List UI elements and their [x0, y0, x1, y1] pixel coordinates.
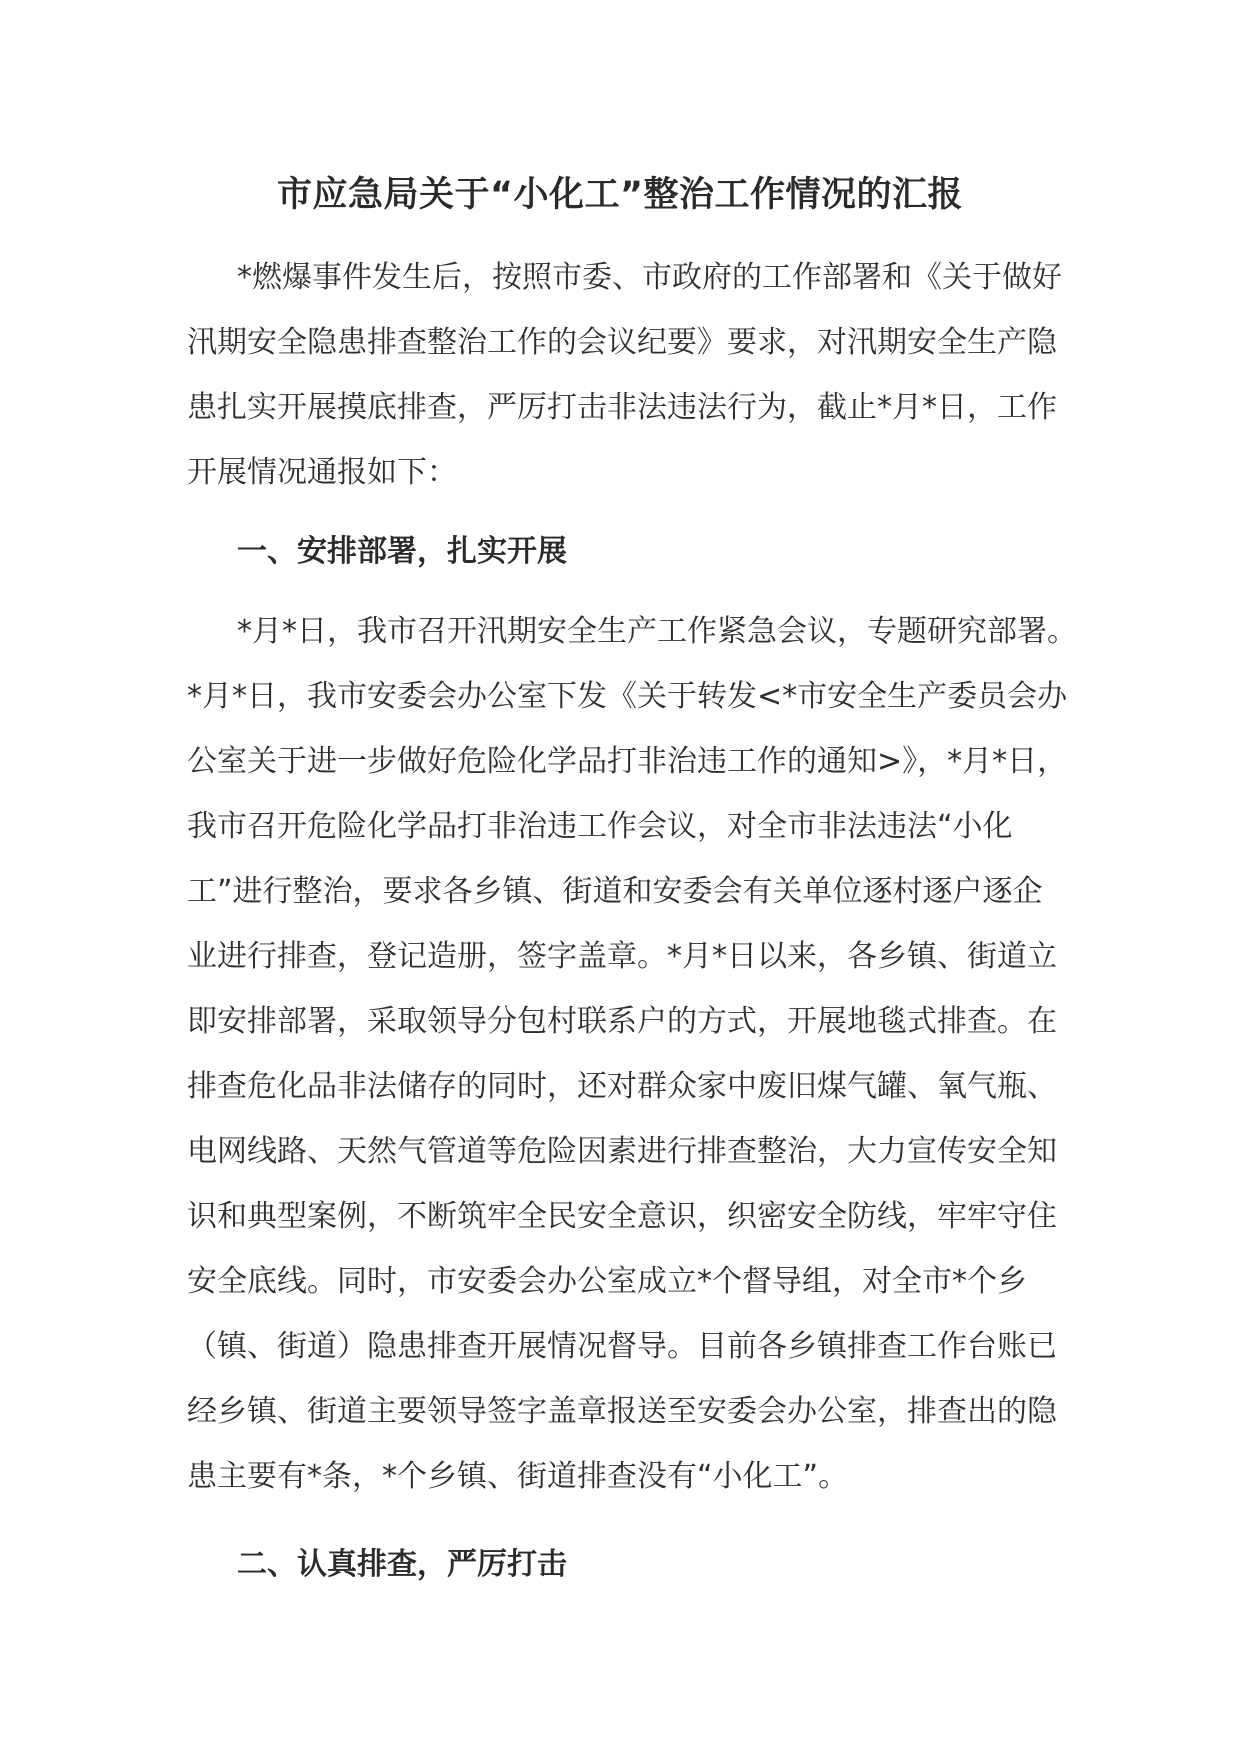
- paragraph-line: 我市召开危险化学品打非治违工作会议，对全市非法违法“小化: [187, 809, 1013, 844]
- paragraph-line: 安全底线。同时，市安委会办公室成立*个督导组，对全市*个乡: [187, 1264, 1027, 1299]
- section-heading-1: 一、安排部署，扎实开展: [237, 534, 567, 569]
- paragraph-line: 公室关于进一步做好危险化学品打非治违工作的通知>》，*月*日，: [187, 744, 1068, 779]
- paragraph-line: 患主要有*条，*个乡镇、街道排查没有“小化工”。: [187, 1459, 849, 1494]
- paragraph-line: 患扎实开展摸底排查，严厉打击非法违法行为，截止*月*日，工作: [187, 390, 1057, 425]
- paragraph-line: 电网线路、天然气管道等危险因素进行排查整治，大力宣传安全知: [187, 1134, 1057, 1169]
- paragraph-line: *月*日，我市安委会办公室下发《关于转发<*市安全生产委员会办: [187, 679, 1068, 714]
- section-heading-2: 二、认真排查，严厉打击: [237, 1547, 567, 1582]
- paragraph-line: 排查危化品非法储存的同时，还对群众家中废旧煤气罐、氧气瓶、: [187, 1069, 1057, 1104]
- paragraph-line: *燃爆事件发生后，按照市委、市政府的工作部署和《关于做好: [237, 260, 1062, 295]
- document-title: 市应急局关于“小化工”整治工作情况的汇报: [276, 175, 963, 215]
- paragraph-line: 开展情况通报如下：: [187, 455, 457, 490]
- paragraph-line: 识和典型案例，不断筑牢全民安全意识，织密安全防线，牢牢守住: [187, 1199, 1057, 1234]
- paragraph-line: 汛期安全隐患排查整治工作的会议纪要》要求，对汛期安全生产隐: [187, 325, 1057, 360]
- paragraph-line: 工”进行整治，要求各乡镇、街道和安委会有关单位逐村逐户逐企: [187, 874, 1043, 909]
- intro-paragraph: [187, 245, 1062, 505]
- section1-paragraph: [187, 599, 1077, 1509]
- paragraph-line: （镇、街道）隐患排查开展情况督导。目前各乡镇排查工作台账已: [187, 1329, 1057, 1364]
- paragraph-line: 经乡镇、街道主要领导签字盖章报送至安委会办公室，排查出的隐: [187, 1394, 1057, 1429]
- paragraph-line: 即安排部署，采取领导分包村联系户的方式，开展地毯式排查。在: [187, 1004, 1057, 1039]
- paragraph-line: 业进行排查，登记造册，签字盖章。*月*日以来，各乡镇、街道立: [187, 939, 1057, 974]
- paragraph-line: *月*日，我市召开汛期安全生产工作紧急会议，专题研究部署。: [237, 614, 1077, 649]
